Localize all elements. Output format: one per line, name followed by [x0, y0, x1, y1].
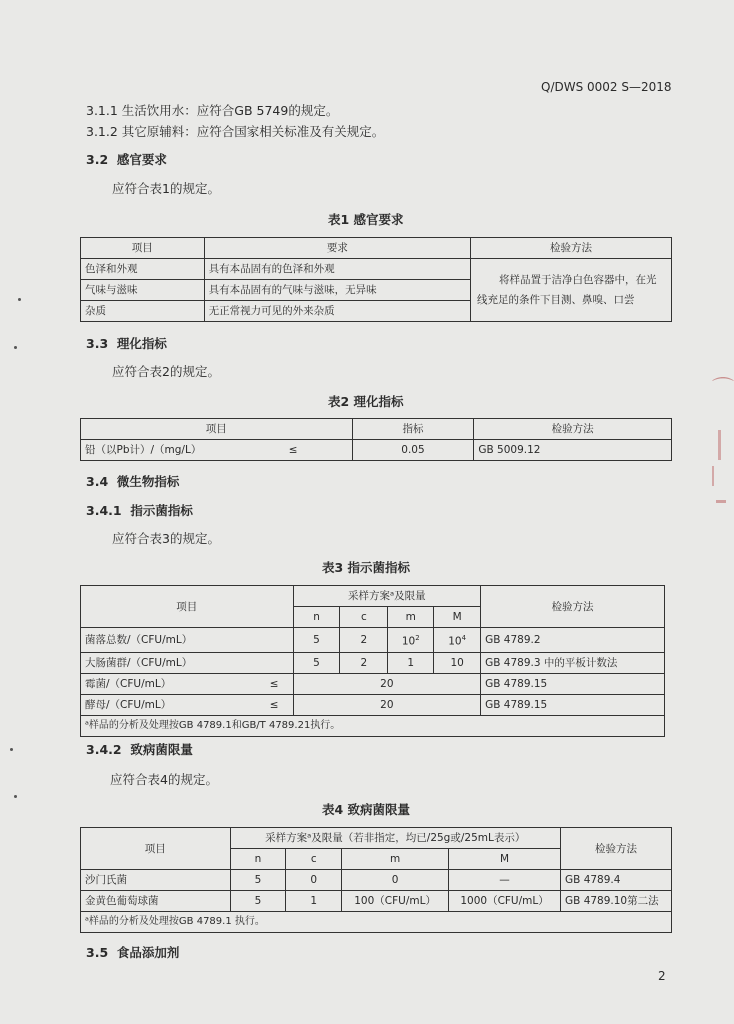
table-cell: 1	[286, 891, 342, 912]
table4	[80, 827, 672, 933]
table-note-row	[81, 715, 665, 736]
header-cell: 项目	[81, 419, 353, 440]
method-line: 线充足的条件下目测、鼻嗅、口尝	[477, 294, 635, 306]
table1-caption: 表1 感官要求	[328, 212, 404, 227]
table-cell: 大肠菌群/（CFU/mL）	[81, 652, 294, 673]
table-row	[81, 440, 672, 461]
section-3-4-2-text: 应符合表4的规定。	[110, 772, 218, 787]
subheader-cell: M	[434, 607, 481, 628]
le-symbol: ≤	[269, 677, 279, 690]
subheader-cell: n	[230, 849, 286, 870]
section-number: 3.5	[86, 945, 109, 960]
scan-dot	[14, 795, 17, 798]
header-cell: 指标	[352, 419, 474, 440]
header-cell: 检验方法	[481, 586, 665, 628]
subheader-cell: c	[340, 607, 388, 628]
table-row	[81, 891, 672, 912]
section-number: 3.4.1	[86, 503, 122, 518]
table2	[80, 418, 672, 461]
header-cell: 检验方法	[474, 419, 672, 440]
method-line: 将样品置于洁净白色容器中，在光	[499, 274, 657, 286]
table-cell: GB 4789.10第二法	[561, 891, 672, 912]
table-row	[81, 652, 665, 673]
scan-dot	[14, 346, 17, 349]
table-cell: 5	[230, 891, 286, 912]
table-cell	[81, 440, 353, 461]
table-cell: 20	[293, 694, 481, 715]
doc-code: Q/DWS 0002 S—2018	[541, 80, 672, 94]
section-title: 指示菌指标	[130, 503, 193, 518]
table2-caption: 表2 理化指标	[328, 394, 404, 409]
table-cell	[81, 673, 294, 694]
table-row	[81, 673, 665, 694]
exponent: 4	[461, 634, 467, 642]
page-number: 2	[658, 969, 666, 983]
table-row	[81, 628, 665, 653]
table-row	[81, 694, 665, 715]
section-3-4-1-heading	[86, 501, 193, 519]
seal-fragment	[718, 430, 721, 460]
table-cell	[434, 628, 481, 653]
table-note: ᵃ样品的分析及处理按GB 4789.1和GB/T 4789.21执行。	[81, 715, 665, 736]
le-symbol: ≤	[288, 444, 298, 456]
table3-caption: 表3 指示菌指标	[322, 560, 411, 575]
table-cell	[81, 694, 294, 715]
base: 10	[401, 635, 416, 648]
table-cell: 无正常视力可见的外来杂质	[204, 301, 470, 322]
exponent: 2	[415, 634, 420, 642]
subheader-cell: m	[388, 607, 434, 628]
table-cell: —	[449, 870, 561, 891]
section-3-4-1-text: 应符合表3的规定。	[112, 531, 220, 546]
table-cell: 5	[293, 628, 340, 653]
section-number: 3.2	[86, 152, 109, 167]
section-title: 微生物指标	[116, 474, 180, 489]
section-3-2-text: 应符合表1的规定。	[112, 181, 220, 196]
table-cell: 10	[434, 652, 481, 673]
section-3-3-heading	[86, 334, 167, 352]
table-cell: 1	[388, 652, 434, 673]
table3	[80, 585, 665, 737]
header-cell: 采样方案ᵃ及限量（若非指定，均已/25g或/25mL表示）	[230, 828, 561, 849]
base: 10	[448, 635, 462, 648]
section-title: 理化指标	[116, 336, 167, 351]
table-cell: 杂质	[81, 301, 205, 322]
clause-3-1-1: 3.1.1 生活饮用水：应符合GB 5749的规定。	[86, 103, 339, 118]
table-cell: 气味与滋味	[81, 280, 205, 301]
header-cell: 项目	[81, 238, 205, 259]
table-cell: 20	[293, 673, 481, 694]
le-symbol: ≤	[269, 698, 279, 711]
seal-fragment	[716, 500, 726, 503]
scan-dot	[10, 748, 13, 751]
table1	[80, 237, 672, 322]
section-title: 致病菌限量	[130, 742, 193, 757]
seal-fragment: ⌒	[712, 377, 734, 402]
seal-fragment	[712, 466, 722, 486]
header-cell: 采样方案ᵃ及限量	[293, 586, 481, 607]
section-title: 食品添加剂	[116, 945, 180, 960]
subheader-cell: n	[293, 607, 340, 628]
table-cell: 2	[340, 628, 388, 653]
table-header-row	[81, 419, 672, 440]
table-note: ᵃ样品的分析及处理按GB 4789.1 执行。	[81, 912, 672, 933]
header-cell: 项目	[81, 828, 231, 870]
table-cell: 具有本品固有的色泽和外观	[204, 259, 470, 280]
section-number: 3.4	[86, 474, 109, 489]
table-note-row	[81, 912, 672, 933]
table-cell: 2	[340, 652, 388, 673]
table-cell: 金黄色葡萄球菌	[81, 891, 231, 912]
table-cell: 1000（CFU/mL）	[449, 891, 561, 912]
table-cell: GB 4789.15	[481, 694, 665, 715]
item-text: 铅（以Pb计）/（mg/L）	[85, 444, 202, 456]
table-cell: 100（CFU/mL）	[342, 891, 449, 912]
table-cell: 5	[293, 652, 340, 673]
clause-3-1-2: 3.1.2 其它原辅料：应符合国家相关标准及有关规定。	[86, 124, 385, 139]
table4-caption: 表4 致病菌限量	[322, 802, 411, 817]
table-cell: GB 4789.4	[561, 870, 672, 891]
table-cell	[388, 628, 434, 653]
table-cell: 沙门氏菌	[81, 870, 231, 891]
subheader-cell: M	[449, 849, 561, 870]
header-cell: 项目	[81, 586, 294, 628]
section-3-2-heading	[86, 150, 167, 168]
subheader-cell: m	[342, 849, 449, 870]
table-header-row	[81, 238, 672, 259]
header-cell: 检验方法	[471, 238, 672, 259]
section-3-3-text: 应符合表2的规定。	[112, 364, 220, 379]
section-title: 感官要求	[116, 152, 167, 167]
section-3-5-heading	[86, 943, 179, 961]
table-cell: 0.05	[352, 440, 474, 461]
section-3-4-2-heading	[86, 740, 193, 758]
section-number: 3.3	[86, 336, 109, 351]
table-header-row	[81, 586, 665, 607]
item-text: 霉菌/（CFU/mL）	[85, 677, 172, 690]
method-cell	[471, 259, 672, 322]
table-row	[81, 259, 672, 280]
table-cell: 具有本品固有的气味与滋味，无异味	[204, 280, 470, 301]
header-cell: 检验方法	[561, 828, 672, 870]
section-number: 3.4.2	[86, 742, 122, 757]
subheader-cell: c	[286, 849, 342, 870]
table-header-row	[81, 828, 672, 849]
header-cell: 要求	[204, 238, 470, 259]
table-cell: 0	[342, 870, 449, 891]
section-3-4-heading	[86, 472, 179, 490]
scan-dot	[18, 298, 21, 301]
table-cell: GB 4789.3 中的平板计数法	[481, 652, 665, 673]
table-cell: GB 4789.2	[481, 628, 665, 653]
table-cell: 菌落总数/（CFU/mL）	[81, 628, 294, 653]
table-cell: 色泽和外观	[81, 259, 205, 280]
table-cell: 0	[286, 870, 342, 891]
item-text: 酵母/（CFU/mL）	[85, 698, 172, 711]
table-cell: GB 4789.15	[481, 673, 665, 694]
table-cell: GB 5009.12	[474, 440, 672, 461]
table-cell: 5	[230, 870, 286, 891]
table-row	[81, 870, 672, 891]
